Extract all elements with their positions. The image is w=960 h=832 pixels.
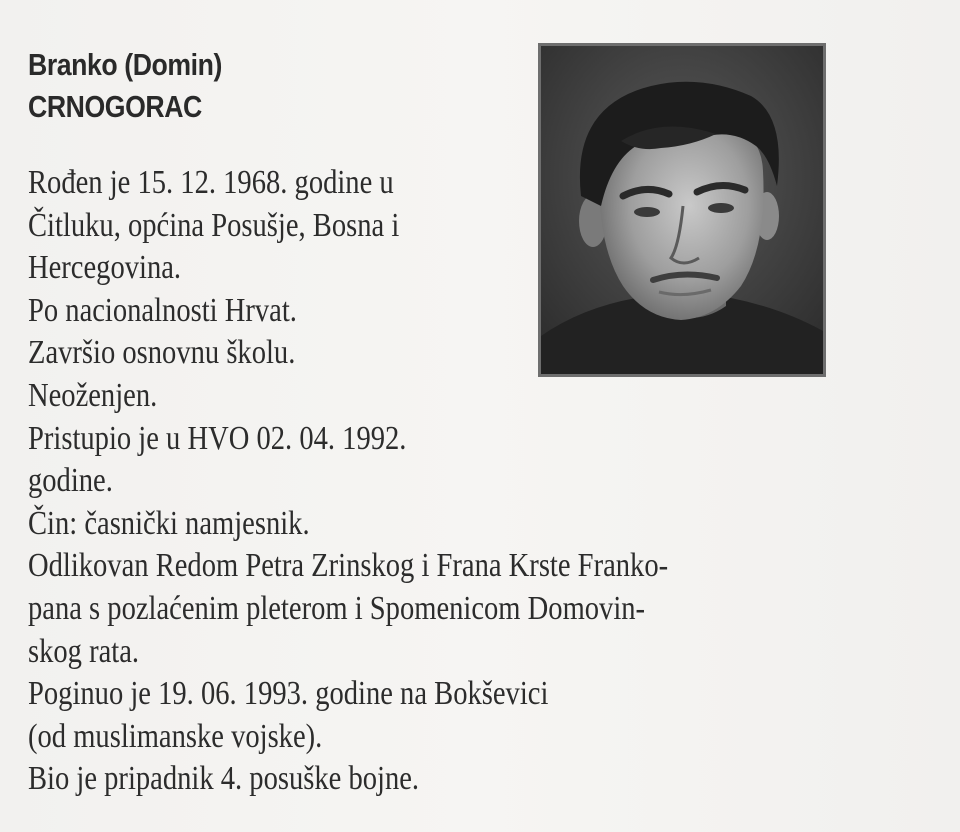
bio-line: (od muslimanske vojske). bbox=[28, 717, 323, 755]
bio-line: Pristupio je u HVO 02. 04. 1992. bbox=[28, 419, 407, 457]
portrait-photo bbox=[538, 43, 826, 377]
bio-line: skog rata. bbox=[28, 632, 140, 670]
bio-line: Poginuo je 19. 06. 1993. godine na Bokševici bbox=[28, 675, 549, 713]
bio-line: Odlikovan Redom Petra Zrinskog i Frana Krste Franko- bbox=[28, 547, 669, 585]
bio-line: Čin: časnički namjesnik. bbox=[28, 504, 310, 542]
bio-line: Bio je pripadnik 4. posuške bojne. bbox=[28, 760, 420, 798]
bio-line: Završio osnovnu školu. bbox=[28, 334, 296, 372]
bio-line: Neoženjen. bbox=[28, 376, 158, 414]
person-last-name: CRNOGORAC bbox=[28, 89, 202, 124]
bio-line: Hercegovina. bbox=[28, 249, 182, 287]
bio-line: godine. bbox=[28, 462, 113, 500]
bio-line: Po nacionalnosti Hrvat. bbox=[28, 291, 297, 329]
person-first-name: Branko (Domin) bbox=[28, 47, 222, 82]
bio-line: pana s pozlaćenim pleterom i Spomenicom Domovin- bbox=[28, 589, 646, 627]
bio-line: Rođen je 15. 12. 1968. godine u bbox=[28, 164, 394, 201]
bio-line: Čitluku, općina Posušje, Bosna i bbox=[28, 206, 400, 244]
portrait-photo-icon bbox=[541, 46, 823, 374]
